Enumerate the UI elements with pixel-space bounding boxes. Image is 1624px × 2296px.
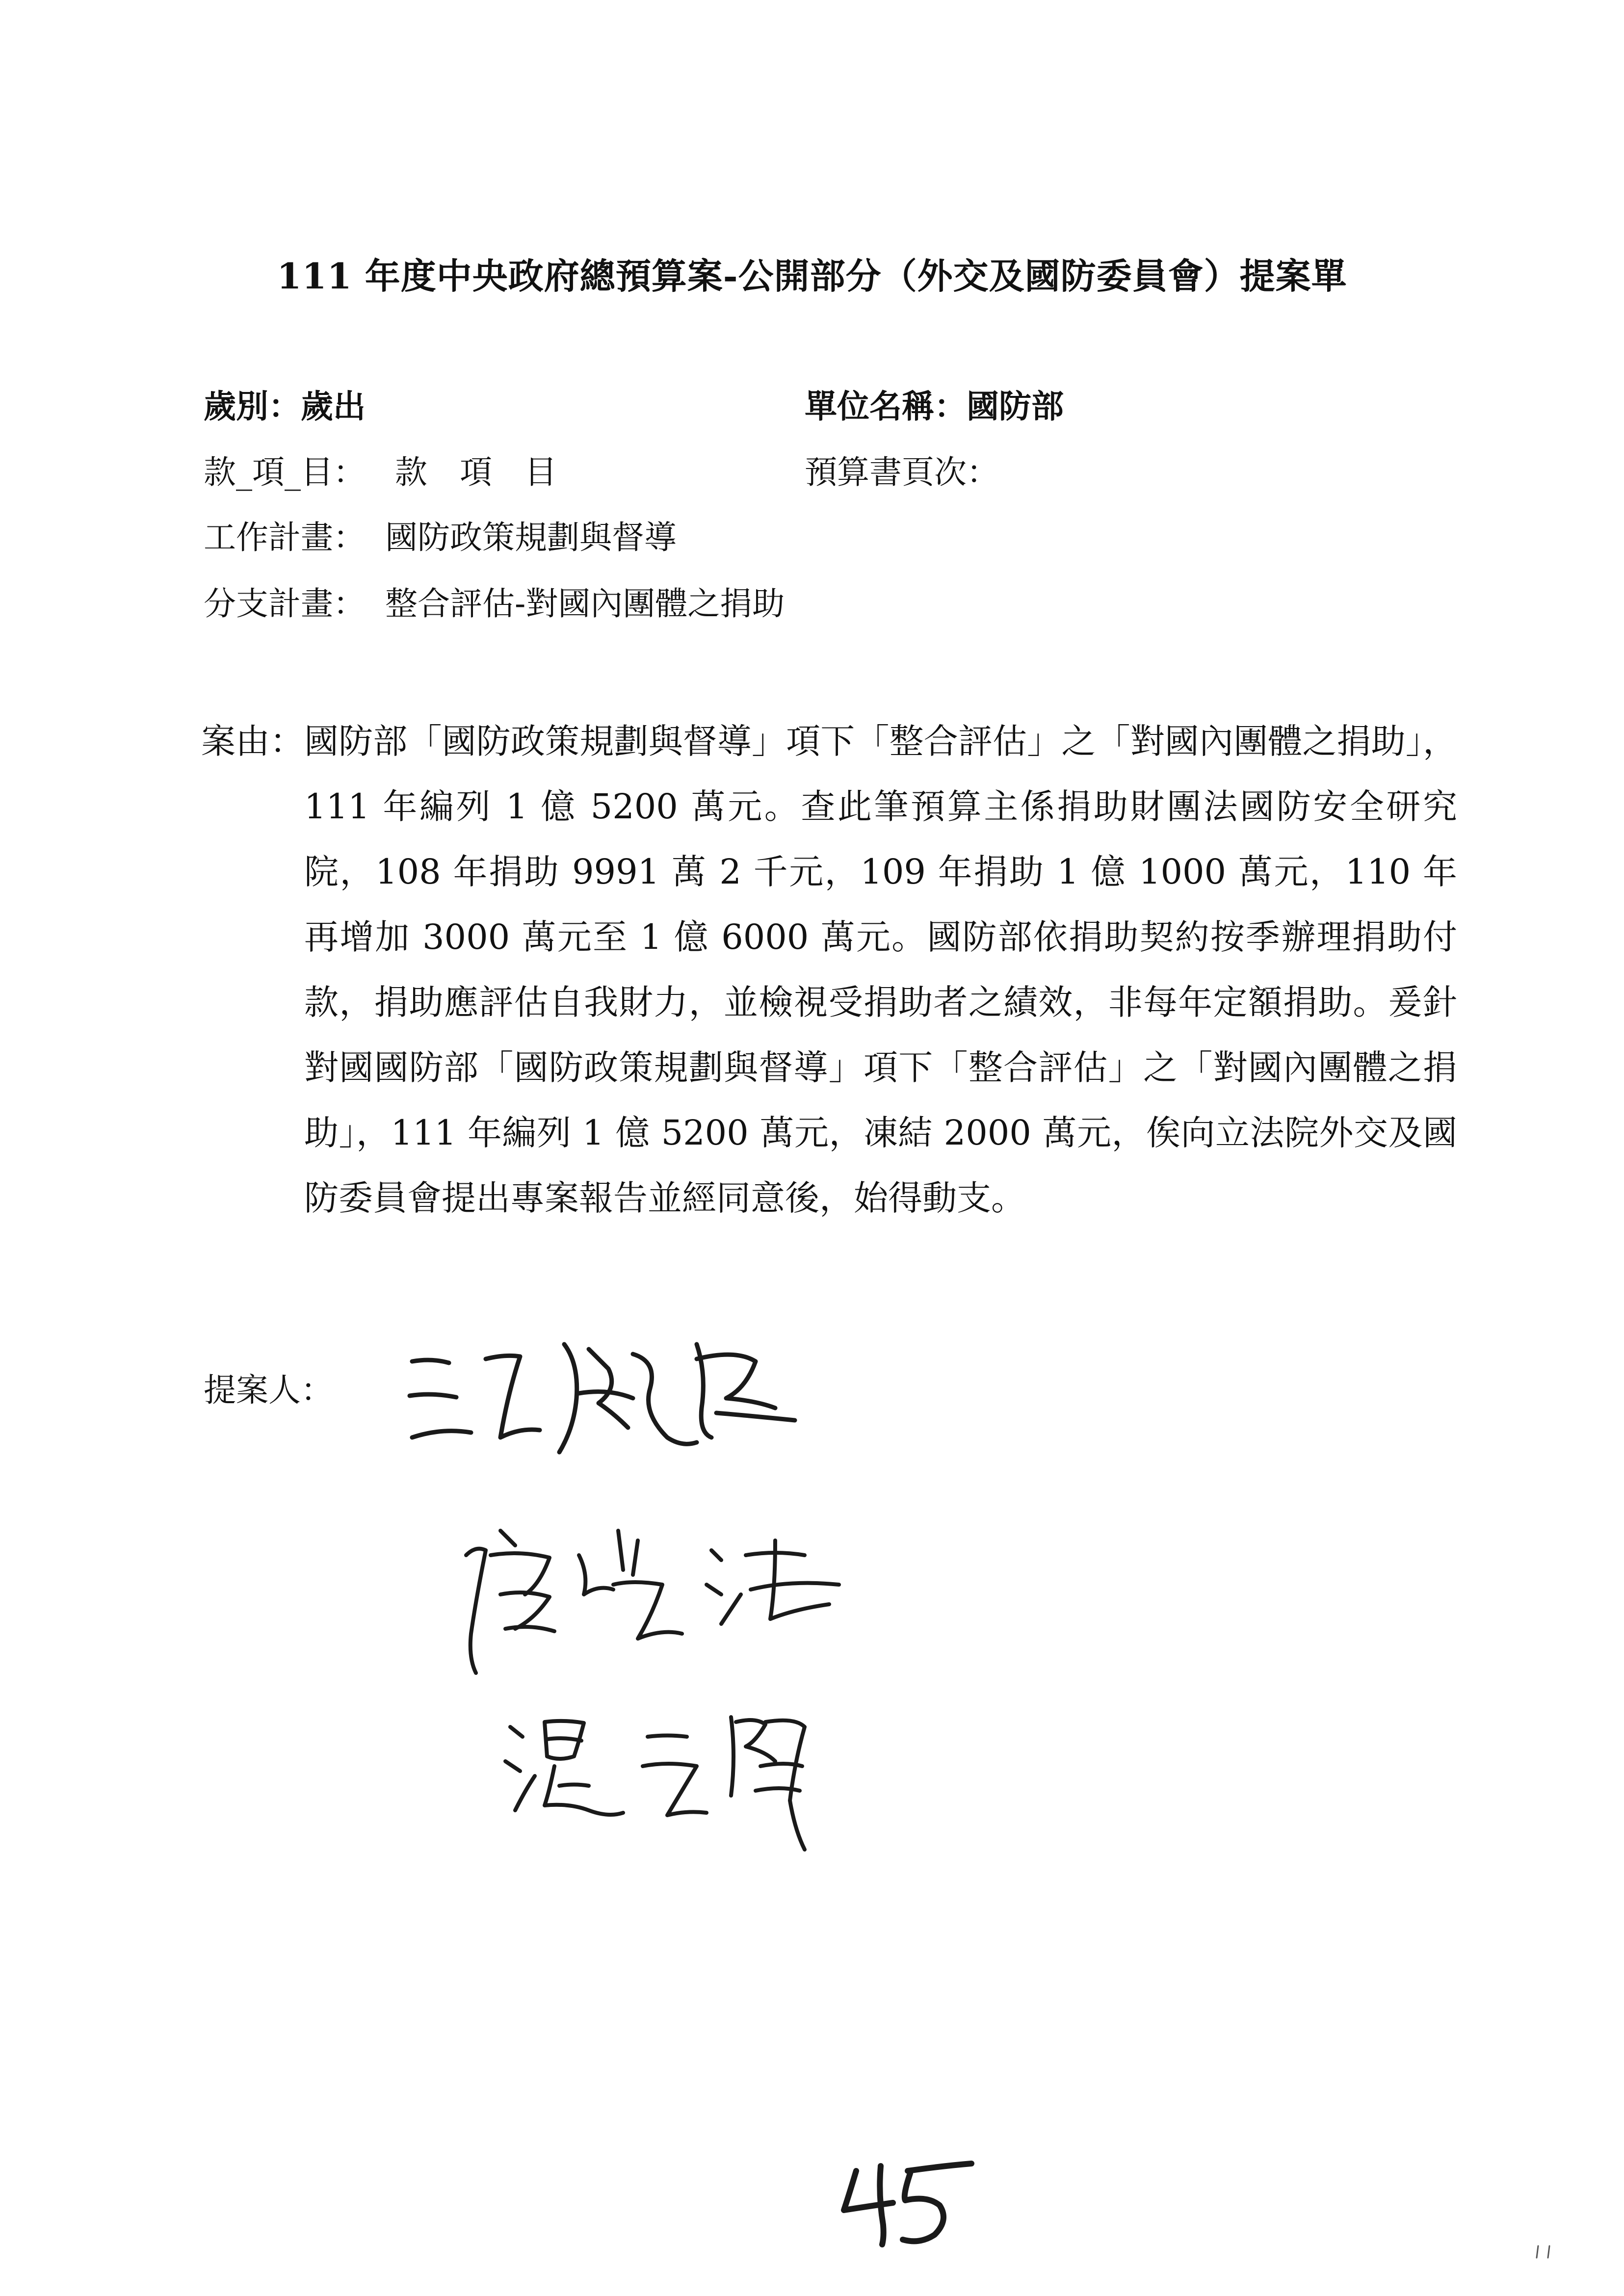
signature-3: [500, 1688, 814, 1854]
reason-label: 案由：: [201, 721, 304, 761]
unit-field: [805, 387, 1064, 425]
subplan-value: 整合評估-對國內團體之捐助: [385, 585, 785, 623]
signature-2-strokes: [456, 1511, 849, 1683]
page-ref-field: [805, 453, 999, 491]
item-label: 款_項_目：: [204, 453, 366, 491]
page-number: [829, 2151, 986, 2249]
page-ref-label: 預算書頁次：: [805, 453, 999, 491]
signature-1-strokes: [402, 1315, 805, 1477]
plan-field: [204, 519, 677, 556]
reason-block: [201, 709, 1457, 1231]
unit-label: 單位名稱：: [805, 387, 967, 425]
corner-mark: [1531, 2242, 1560, 2262]
subplan-label: 分支計畫：: [204, 585, 366, 623]
category-value: 歲出: [301, 387, 366, 425]
plan-label: 工作計畫：: [204, 519, 366, 556]
document-title: 111 年度中央政府總預算案-公開部分（外交及國防委員會）提案單: [277, 255, 1347, 297]
unit-value: 國防部: [967, 387, 1064, 425]
category-label: 歲別：: [204, 387, 301, 425]
subplan-field: [204, 585, 785, 623]
signature-1: [402, 1315, 805, 1477]
item-value: 款 項 目: [395, 453, 557, 491]
proposer-label: 提案人：: [204, 1371, 333, 1409]
signature-2: [456, 1511, 849, 1683]
category-field: [204, 387, 366, 425]
corner-mark-strokes: [1531, 2242, 1560, 2262]
signature-3-strokes: [500, 1688, 814, 1854]
plan-value: 國防政策規劃與督導: [385, 519, 677, 556]
page-number-handwriting: [829, 2151, 986, 2249]
reason-text: 國防部「國防政策規劃與督導」項下「整合評估」之「對國內團體之捐助」，111 年編列 1 億 5200 萬元。查此筆預算主係捐助財團法國防安全研究院，108 年捐助 9991 萬 2 千元，109 年捐助 1 億 1000 萬元，110 年再增加 3000 萬元至 1 億 6000 萬元。國防部依捐助契約按季辦理捐助付款，捐助應評估自我財力，並檢視受捐助者之績效，非每年定額捐助。爰針對國國防部「國防政策規劃與督導」項下「整合評估」之「對國內團體之捐助」，111 年編列 1 億 5200 萬元，凍結 2000 萬元，俟向立法院外交及國防委員會提出專案報告並經同意後，始得動支。: [304, 721, 1457, 1218]
item-field: [204, 453, 557, 491]
